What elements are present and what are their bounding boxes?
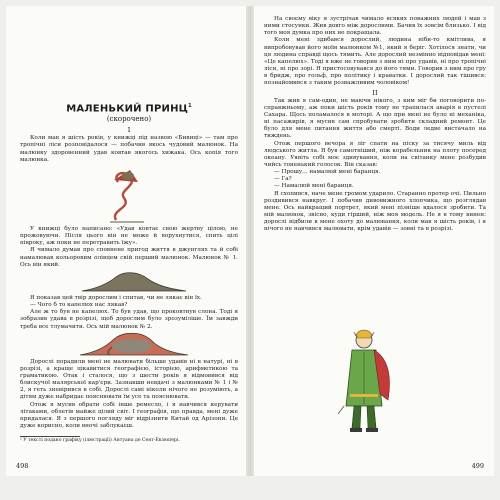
paragraph: У книжці було написано: «Удав ковтає свою жертву цілою, не прожовуючи. Після цього він не може й ворухнутися, спить цілі півроку, аж поки не перетравить їжу». <box>20 225 238 247</box>
dialogue-line: — Га? <box>274 176 292 183</box>
boa-elephant-drawing-icon <box>20 331 238 359</box>
dialogue-line: — Чого б то капелюх нас лякав? <box>30 302 128 309</box>
paragraph: Так жив я сам-один, не маючи нікого, з ким міг би поговорити по-справжньому, аж поки шість років тому не трапилася аварія в пустелі Сахара. Щось поламалося в моторі. А що при мені не було ні механіка, ні пасажирів, я мусив сам спробувати зробити складний ремонт. Це було для мене питання життя або смерті. Води ледве вистачало на тиждень. <box>264 97 486 140</box>
page-number-right: 499 <box>471 461 484 470</box>
hat-drawing-icon <box>20 269 238 295</box>
book-gutter <box>246 6 254 476</box>
paragraph: Я схопився, наче мене громом ударило. Старанно протер очі. Пильно роздивився навкруг. І побачив дивовижного хлопчика, що розглядав мене. Ось найкращий портрет, який мені пізніше вдалося зробити. Та мій малюнок, звісно, куди гірший, ніж моя модель. Не я в тому винен: дорослі відбили в мене охоту до малювання, коли мав я шість років, і я нічого не навчився малювати, крім удавів — зовні та в розрізі. <box>264 190 486 233</box>
page-number-left: 498 <box>16 461 29 470</box>
dialogue-line: — Прошу... намалюй мені баранця. <box>274 169 381 176</box>
boa-snake-drawing-icon <box>20 164 238 226</box>
paragraph: Я показав цей твір дорослим і спитав, чи не лякає він їх. <box>30 294 202 301</box>
left-page-content <box>20 16 238 444</box>
right-page-content <box>264 16 486 234</box>
paragraph: Коли мені здибався дорослий, людина ніби-то кмітлива, я випробовував його моїм малюнком №1, який я беріг. Хотілося знати, чи ця людина справді щось тямить. Але дорослий незмінно відповідав мені: «Це капелюх». Тоді я вже не говорив з ним ні про удавів, ні про тропічні ліси, ні про зорі. Я пристосовувався до його тями. Говорив з ним про гру в бридж, про гольф, про політику і краватки. І дорослий так тішився: познайомився з таким розважливим чоловіком! <box>264 37 486 87</box>
little-prince-portrait-icon <box>334 324 394 444</box>
section-number-2: II <box>372 88 378 97</box>
section-number-1: I <box>127 126 131 135</box>
paragraph: Я чимало думав про сповнене пригод життя в джунглях та й собі намалював кольоровим олівцем свій перший малюнок. Малюнок № 1. Ось він який. <box>20 247 238 268</box>
paragraph: Коли мав я шість років, у книжці під назвою «Бивиці» — там про тропічні ліси розповідалося — побачив якось чудовий малюнок. На малюнку здоровенний удав ковтав якогось хижака. Ось копія того малюнка. <box>20 135 238 163</box>
hat-figure <box>20 269 238 295</box>
paragraph: Отож я мусив обрати собі інше ремесло, і я навчився керувати літаками, облетів майже цілий світ. І географія, що правда, мені дуже придалася. Я з першого погляду міг відрізнити Китай од Арізони. Це дуже корисно, коли вночі заблукаєш. <box>20 401 238 430</box>
footnote: ¹ У тексті подано графіку (ілюстрації) Антуана де Сент-Екзюпері. <box>20 438 180 444</box>
left-page <box>6 6 246 476</box>
chapter-subtitle: (скорочено) <box>106 115 152 124</box>
boa-snake-figure <box>20 164 238 226</box>
paragraph: Отож першого вечора я ліг спати на піску за тисячу миль від людського житла. Я був самотніший, ніж корабельник на плоту посеред океану. Уявіть собі моє здивування, коли на світанку мене розбудив чийсь тоненький голосок. Він сказав: <box>264 140 486 168</box>
paragraph: Але ж то був не капелюх. То був удав, що проковтнув слона. Тоді я зобразив удава в розрізі, щоб дорослим було зрозуміліше. Їм завжди треба все тлумачити. Ось мій малюнок № 2. <box>20 309 238 330</box>
chapter-title: МАЛЕНЬКИЙ ПРИНЦ$^1$ <box>66 103 192 115</box>
dialogue-line: — Намалюй мені баранця. <box>274 183 354 190</box>
boa-elephant-figure <box>20 331 238 359</box>
paragraph: Дорослі порадили мені не малювати більше удавів ні в натурі, ні в розрізі, а краще цікавитися географією, історією, арифметикою та граматикою. Отак і сталося, що з шести років я відмовився від блискучої малярської кар'єри. Зазнавши невдачі з малюнками № 1 і № 2, я геть зневірився в собі. Дорослі самі ніколи нічого не розуміють, а дітям дуже набридає пояснювати їм усе та пояснювати. <box>20 358 238 401</box>
title-footnote-mark: 1 <box>188 103 192 109</box>
right-page <box>254 6 494 476</box>
paragraph: На своєму віку я зустрічав чимало всяких поважних людей і мав з ними стосунки. Жив довго між дорослими. Бачив їх зовсім близько. І від того моя думка про них не покращала. <box>264 16 486 37</box>
